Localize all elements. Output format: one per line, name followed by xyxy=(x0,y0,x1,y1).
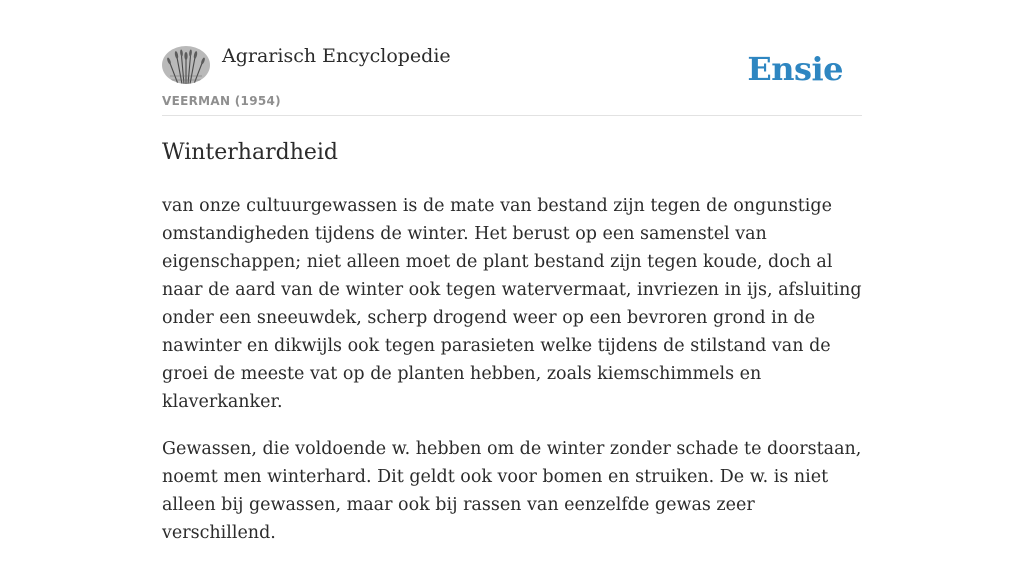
page xyxy=(162,0,862,543)
source-header xyxy=(162,0,862,116)
source-title[interactable]: Agrarisch Encyclopedie xyxy=(222,45,451,67)
wheat-logo-icon[interactable] xyxy=(162,46,210,84)
source-author-year: VEERMAN (1954) xyxy=(162,94,281,108)
entry-title: Winterhardheid xyxy=(162,140,338,165)
entry-paragraph: Gewassen, die voldoende w. hebben om de winter zonder schade te doorstaan, noemt men winterhard. Dit geldt ook voor bomen en struiken. De w. is niet alleen bij gewassen, maar ook bij rassen van eenzelfde gewas zeer verschillend. xyxy=(162,439,862,543)
ensie-logo-link[interactable]: Ensie xyxy=(747,50,843,88)
entry-body xyxy=(162,192,862,566)
entry-paragraph: van onze cultuurgewassen is de mate van bestand zijn tegen de ongunstige omstandigheden tijdens de winter. Het berust op een samenstel van eigenschappen; niet alleen moet de plant bestand zijn tegen koude, doch al naar de aard van de winter ook tegen watervermaat, invriezen in ijs, afsluiting onder een sneeuwdek, scherp drogend weer op een bevroren grond in de nawinter en dikwijls ook tegen parasieten welke tijdens de stilstand van de groei de meeste vat op de planten hebben, zoals kiemschimmels en klaverkanker. xyxy=(162,196,862,412)
